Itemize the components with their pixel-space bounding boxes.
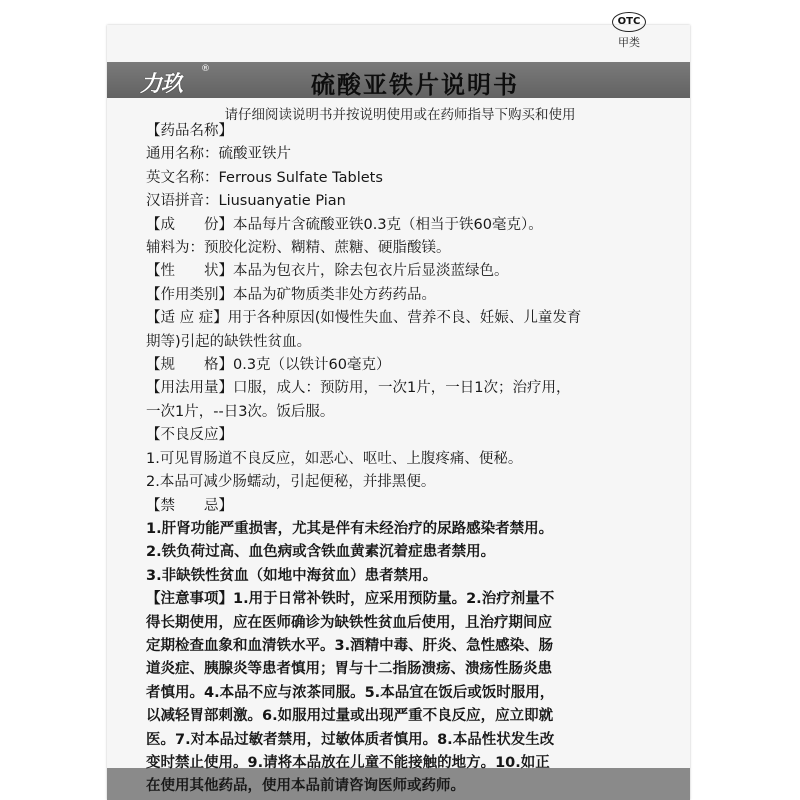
adverse-reactions-heading: 【不良反应】 bbox=[146, 427, 233, 444]
precautions-line-9: 在使用其他药品，使用本品前请咨询医师或药师。 bbox=[146, 778, 465, 795]
pinyin-name-line: 汉语拼音：Liusuanyatie Pian bbox=[146, 193, 346, 210]
ingredients-line: 【成 份】本品每片含硫酸亚铁0.3克（相当于铁60毫克）。 bbox=[146, 216, 543, 233]
precautions-line-3: 定期检查血象和血清铁水平。3.酒精中毒、肝炎、急性感染、肠 bbox=[146, 637, 554, 654]
contraindication-2: 2.铁负荷过高、血色病或含铁血黄素沉着症患者禁用。 bbox=[146, 544, 496, 561]
precautions-line-6: 以减轻胃部刺激。6.如服用过量或出现严重不良反应，应立即就 bbox=[146, 708, 554, 725]
contraindication-3: 3.非缺铁性贫血（如地中海贫血）患者禁用。 bbox=[146, 567, 438, 584]
precautions-line-5: 者慎用。4.本品不应与浓茶同服。5.本品宜在饭后或饭时服用， bbox=[146, 684, 555, 701]
precautions-line-2: 得长期使用，应在医师确诊为缺铁性贫血后使用，且治疗期间应 bbox=[146, 614, 552, 631]
appearance-line: 【性 状】本品为包衣片，除去包衣片后显淡蓝绿色。 bbox=[146, 263, 509, 280]
specification-line: 【规 格】0.3克（以铁计60毫克） bbox=[146, 357, 391, 374]
adverse-reaction-1: 1.可见胃肠道不良反应，如恶心、呕吐、上腹疼痛、便秘。 bbox=[146, 450, 523, 467]
instruction-subtitle: 请仔细阅读说明书并按说明使用或在药师指导下购买和使用 bbox=[224, 107, 576, 123]
brand-logo: 力玖 bbox=[140, 71, 183, 97]
dosage-line-1: 【用法用量】口服，成人：预防用，一次1片，一日1次；治疗用， bbox=[146, 380, 571, 397]
leaflet-content bbox=[146, 120, 670, 799]
contraindications-heading: 【禁 忌】 bbox=[146, 497, 233, 514]
precautions-line-1: 【注意事项】1.用于日常补铁时，应采用预防量。2.治疗剂量不 bbox=[146, 591, 555, 608]
registered-mark: ® bbox=[201, 64, 210, 74]
otc-badge: OTC bbox=[612, 12, 646, 32]
indications-line-1: 【适 应 症】用于各种原因(如慢性失血、营养不良、妊娠、儿童发育 bbox=[146, 310, 582, 327]
contraindication-1: 1.肝肾功能严重损害，尤其是伴有未经治疗的尿路感染者禁用。 bbox=[146, 520, 554, 537]
precautions-line-4: 道炎症、胰腺炎等患者慎用；胃与十二指肠溃疡、溃疡性肠炎患 bbox=[146, 661, 552, 678]
english-name-line: 英文名称：Ferrous Sulfate Tablets bbox=[146, 169, 383, 186]
otc-class-label: 甲类 bbox=[618, 36, 640, 49]
excipients-line: 辅料为：预胶化淀粉、糊精、蔗糖、硬脂酸镁。 bbox=[146, 240, 451, 257]
precautions-line-7: 医。7.对本品过敏者禁用，过敏体质者慎用。8.本品性状发生改 bbox=[146, 731, 555, 748]
document-title: 硫酸亚铁片说明书 bbox=[311, 71, 519, 99]
category-line: 【作用类别】本品为矿物质类非处方药药品。 bbox=[146, 286, 436, 303]
generic-name-line: 通用名称：硫酸亚铁片 bbox=[146, 146, 291, 163]
section-drug-name-heading: 【药品名称】 bbox=[146, 123, 233, 139]
indications-line-2: 期等)引起的缺铁性贫血。 bbox=[146, 333, 312, 350]
precautions-line-8: 变时禁止使用。9.请将本品放在儿童不能接触的地方。10.如正 bbox=[146, 754, 550, 771]
adverse-reaction-2: 2.本品可减少肠蠕动，引起便秘，并排黑便。 bbox=[146, 474, 436, 491]
dosage-line-2: 一次1片，--日3次。饭后服。 bbox=[146, 403, 335, 420]
